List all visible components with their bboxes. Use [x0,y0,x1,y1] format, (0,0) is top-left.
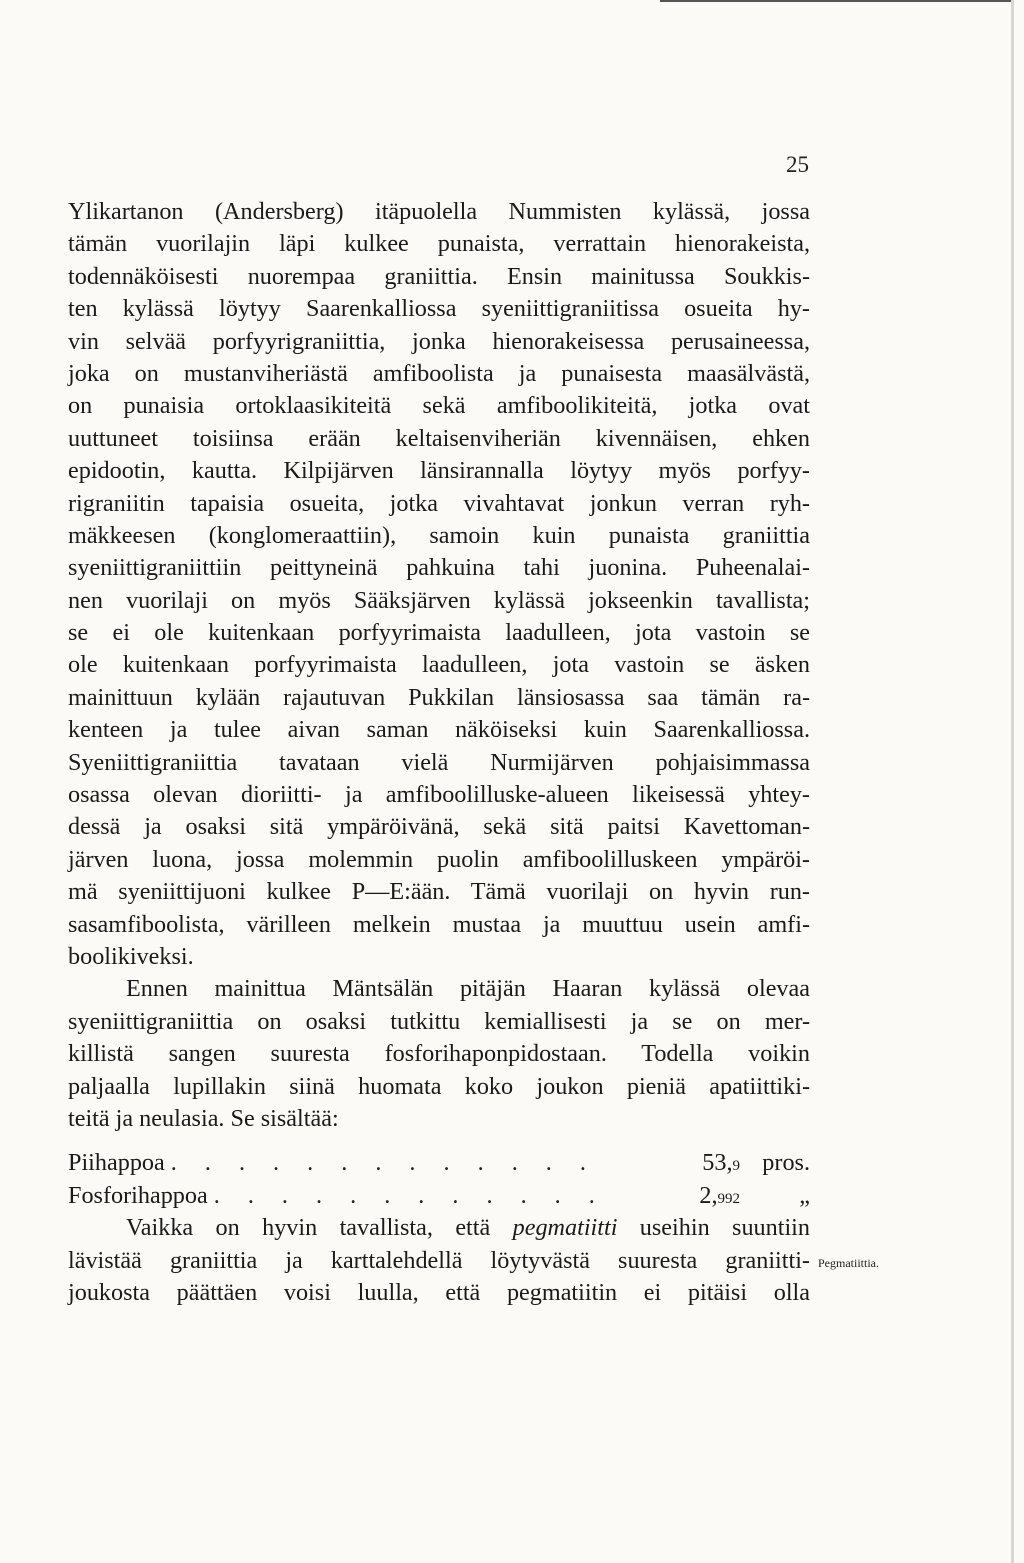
text-fragment: Vaikka on hyvin tavallista, että [126,1214,513,1242]
page-number: 25 [786,152,809,177]
paragraph-3 [68,1212,810,1309]
text-line: paljaalla lupillakin siinä huomata koko joukon pieniä apatiittiki- [68,1072,810,1100]
text-line: joukosta päättäen voisi luulla, että pegmatiitin ei pitäisi olla [68,1278,810,1306]
text-line: on punaisia ortoklaasikiteitä sekä amfiboolikiteitä, jotka ovat [68,392,810,420]
text-line: osassa olevan dioriitti- ja amfiboolilluske-alueen likeisessä yhtey- [68,781,810,809]
text-line: mä syeniittijuoni kulkee P—E:ään. Tämä vuorilaji on hyvin run- [68,878,810,906]
text-line: vin selvää porfyyrigraniittia, jonka hienorakeisessa perusaineessa, [68,327,810,355]
value-decimals: 9 [732,1158,740,1175]
leader-dots: . . . . . . . . . . . . . [170,1149,597,1177]
text-line: se ei ole kuitenkaan porfyyrimaista laadulleen, jota vastoin se [68,619,810,647]
italic-term: pegmatiitti [512,1214,618,1242]
text-line: epidootin, kautta. Kilpijärven länsirannalla löytyy myös porfyy- [68,457,810,485]
text-line: todennäköisesti nuorempaa graniittia. Ensin mainitussa Soukkis- [68,262,810,290]
margin-note: Pegmatiittia. [818,1256,879,1270]
analysis-name: Fosforihappoa [68,1181,208,1209]
text-line: lävistää graniittia ja karttalehdellä löytyvästä suuresta graniitti- [68,1246,810,1274]
analysis-name: Piihappoa [68,1149,165,1177]
text-line: kenteen ja tulee aivan saman näköiseksi kuin Saarenkalliossa. [68,716,810,744]
spacer [68,1135,810,1147]
text-line: Ennen mainittua Mäntsälän pitäjän Haaran kylässä olevaa [126,975,810,1003]
text-line: nen vuorilaji on myös Sääksjärven kylässä jokseenkin tavallista; [68,586,810,614]
text-line: tämän vuorilajin läpi kulkee punaista, verrattain hienorakeista, [68,230,810,258]
value-main: 2, [699,1181,718,1209]
body-text [68,196,810,1309]
analysis-row [68,1180,810,1212]
text-line: rigraniitin tapaisia osueita, jotka vivahtavat jonkun verran ryh- [68,489,810,517]
text-line: teitä ja neulasia. Se sisältää: [68,1104,339,1132]
text-line: järven luona, jossa molemmin puolin amfiboolilluskeen ympäröi- [68,845,810,873]
analysis-value [630,1180,740,1215]
text-line: killistä sangen suuresta fosforihaponpidostaan. Todella voikin [68,1040,810,1068]
page-edge-top [660,0,1014,2]
paragraph-2 [68,973,810,1135]
text-line: sasamfiboolista, värilleen melkein mustaa ja muuttuu usein amfi- [68,910,810,938]
text-line: joka on mustanviheriästä amfiboolista ja punaisesta maasälvästä, [68,359,810,387]
text-line: syeniittigraniittia on osaksi tutkittu kemiallisesti ja se on mer- [68,1007,810,1035]
text-line: Ylikartanon (Andersberg) itäpuolella Nummisten kylässä, jossa [68,198,810,225]
text-line: boolikiveksi. [68,942,194,970]
text-line: mainittuun kylään rajautuvan Pukkilan länsiosassa saa tämän ra- [68,683,810,711]
analysis-value [630,1147,740,1182]
text-line [68,1212,810,1244]
text-line: dessä ja osaksi sitä ympäröivänä, sekä sitä paitsi Kavettoman- [68,813,810,841]
analysis-table [68,1147,810,1212]
text-fragment: useihin suuntiin [617,1214,810,1242]
text-line: mäkkeesen (konglomeraattiin), samoin kuin punaista graniittia [68,521,810,549]
value-decimals: 992 [717,1190,740,1207]
value-main: 53, [702,1149,733,1177]
text-line: ole kuitenkaan porfyyrimaista laadulleen, jota vastoin se äsken [68,651,810,679]
analysis-unit: „ [799,1181,810,1209]
text-line: syeniittigraniittiin peittyneinä pahkuina tahi juonina. Puheenalai- [68,554,810,582]
analysis-row [68,1147,810,1179]
text-line: ten kylässä löytyy Saarenkalliossa syeniittigraniitissa osueita hy- [68,295,810,323]
text-line: Syeniittigraniittia tavataan vielä Nurmijärven pohjaisimmassa [68,748,810,776]
analysis-unit: pros. [762,1149,810,1177]
leader-dots: . . . . . . . . . . . . [213,1181,606,1209]
text-line: uuttuneet toisiinsa erään keltaisenviheriän kivennäisen, ehken [68,424,810,452]
page-edge-right [1011,0,1014,1563]
paragraph-1 [68,196,810,973]
